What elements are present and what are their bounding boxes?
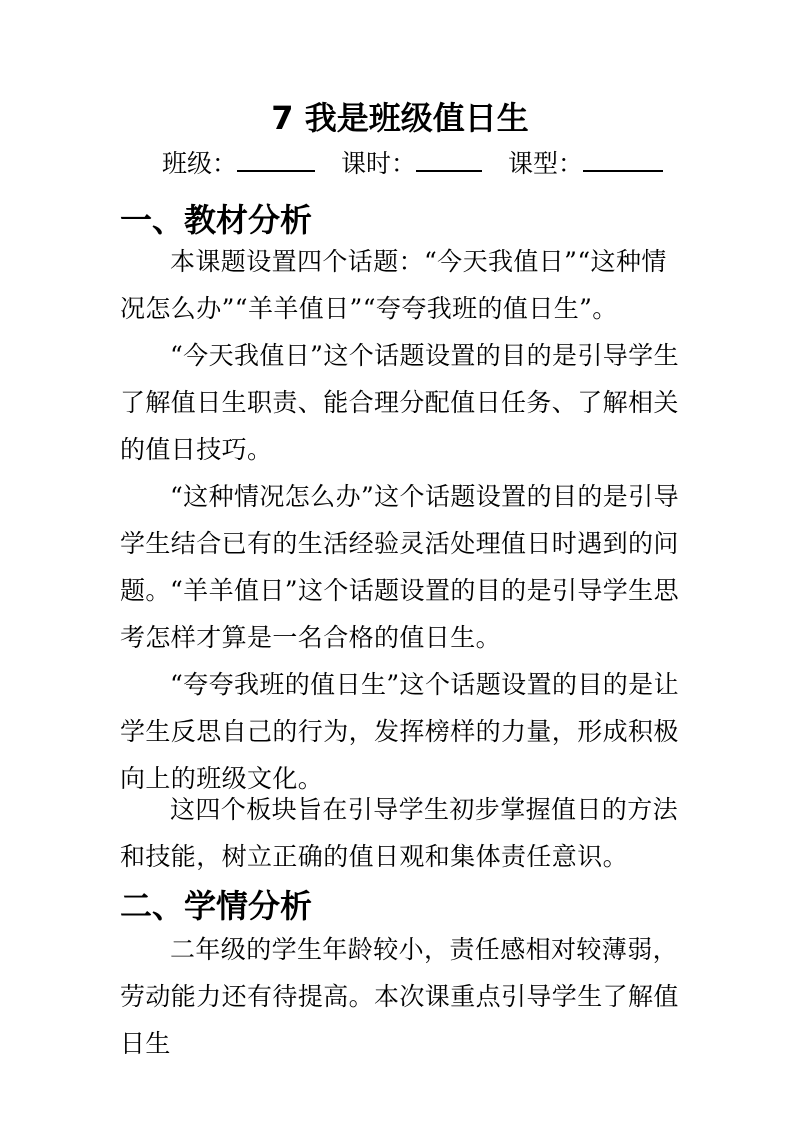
page-title: 7 我是班级值日生	[271, 99, 529, 137]
paragraph: 这四个板块旨在引导学生初步掌握值日的方法和技能，树立正确的值日观和集体责任意识。	[120, 795, 679, 871]
paragraph: “羊羊值日”这个话题设置的目的是引导学生思考怎样才算是一名合格的值日生。	[120, 576, 679, 652]
section-heading-students: 二、学情分析	[120, 887, 313, 925]
section-heading-materials: 一、教材分析	[120, 201, 313, 239]
period-blank	[416, 146, 482, 172]
paragraph: “夸夸我班的值日生”这个话题设置的目的是让学生反思自己的行为，发挥榜样的力量，形成积极向上的班级文化。	[120, 670, 679, 793]
type-label: 课型：	[507, 149, 583, 178]
period-label: 课时：	[340, 149, 416, 178]
paragraph: 二年级的学生年龄较小，责任感相对较薄弱，劳动能力还有待提高。本次课重点引导学生了解值日生	[120, 935, 679, 1058]
lesson-meta-line	[162, 146, 681, 182]
paragraph: 本课题设置四个话题：“今天我值日”“这种情况怎么办”“羊羊值日”“夸夸我班的值日生”。	[120, 247, 667, 323]
paragraph: “这种情况怎么办”这个话题设置的目的是引导学生结合已有的生活经验灵活处理值日时遇到的问题。	[120, 482, 679, 605]
type-blank	[583, 146, 663, 172]
class-label: 班级：	[162, 149, 238, 178]
paragraph: “今天我值日”这个话题设置的目的是引导学生了解值日生职责、能合理分配值日任务、了解相关的值日技巧。	[120, 341, 679, 464]
class-blank	[237, 146, 315, 172]
